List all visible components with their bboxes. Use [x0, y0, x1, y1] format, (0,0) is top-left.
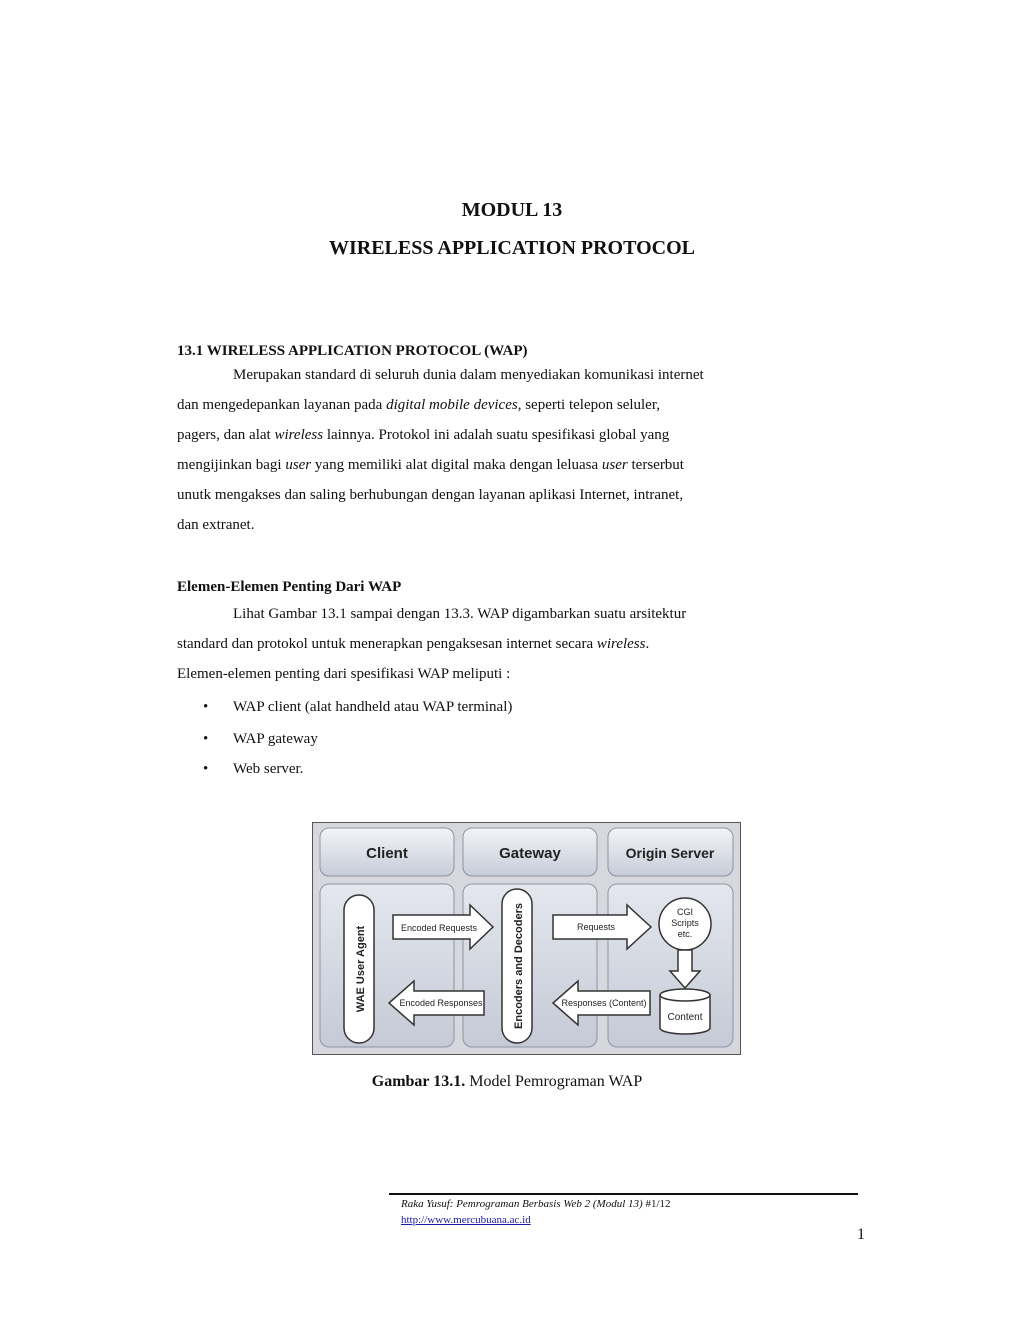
page-number: 1: [857, 1226, 865, 1243]
bullet-icon: •: [203, 731, 209, 747]
requests-label: Requests: [576, 922, 616, 932]
footer-citation: Raka Yusuf: Pemrograman Berbasis Web 2 (Modul 13) #1/12: [401, 1198, 671, 1210]
wap-diagram: [313, 823, 740, 1054]
bullet-icon: •: [203, 761, 209, 777]
paragraph-line: dan mengedepankan layanan pada digital mobile devices, seperti telepon seluler,: [177, 397, 660, 413]
figure-caption: Gambar 13.1. Model Pemrograman WAP: [371, 1073, 643, 1090]
client-label: Client: [366, 845, 408, 862]
section-heading-wap: 13.1 WIRELESS APPLICATION PROTOCOL (WAP): [177, 343, 528, 359]
encoders-label: Encoders and Decoders: [513, 903, 525, 1029]
section-heading-elements: Elemen-Elemen Penting Dari WAP: [177, 579, 402, 595]
list-item: Web server.: [233, 761, 304, 777]
paragraph-line: standard dan protokol untuk menerapkan pengaksesan internet secara wireless.: [177, 636, 650, 652]
wap-model-figure: [312, 822, 741, 1055]
footer-url-link[interactable]: http://www.mercubuana.ac.id: [401, 1214, 531, 1226]
list-item: WAP client (alat handheld atau WAP terminal): [233, 699, 513, 715]
responses-label: Responses (Content): [561, 998, 647, 1008]
paragraph-line: mengijinkan bagi user yang memiliki alat digital maka dengan leluasa user terserbut: [177, 457, 684, 473]
paragraph-line: Elemen-elemen penting dari spesifikasi WAP meliputi :: [177, 666, 511, 682]
encoded-responses-label: Encoded Responses: [399, 998, 483, 1008]
paragraph-line: unutk mengakses dan saling berhubungan dengan layanan aplikasi Internet, intranet,: [177, 487, 684, 503]
cgi-label-line3: etc.: [677, 929, 693, 939]
gateway-label: Gateway: [499, 845, 561, 862]
list-item: WAP gateway: [233, 731, 318, 747]
cgi-label-line2: Scripts: [671, 918, 699, 928]
content-label: Content: [667, 1012, 703, 1023]
bullet-icon: •: [203, 699, 209, 715]
paragraph-line: pagers, dan alat wireless lainnya. Protokol ini adalah suatu spesifikasi global yang: [177, 427, 670, 443]
page-title: WIRELESS APPLICATION PROTOCOL: [328, 237, 695, 259]
paragraph-line: Lihat Gambar 13.1 sampai dengan 13.3. WAP digambarkan suatu arsitektur: [233, 606, 687, 622]
user-agent-label: WAE User Agent: [355, 925, 367, 1013]
origin-server-label: Origin Server: [625, 845, 715, 861]
encoded-requests-label: Encoded Requests: [400, 923, 478, 933]
module-number: MODUL 13: [461, 199, 563, 221]
cgi-label-line1: CGI: [676, 907, 694, 917]
paragraph-line: dan extranet.: [177, 517, 255, 533]
footer-rule: [389, 1193, 858, 1195]
paragraph-line: Merupakan standard di seluruh dunia dalam menyediakan komunikasi internet: [233, 367, 704, 383]
client-column: [320, 884, 454, 1047]
